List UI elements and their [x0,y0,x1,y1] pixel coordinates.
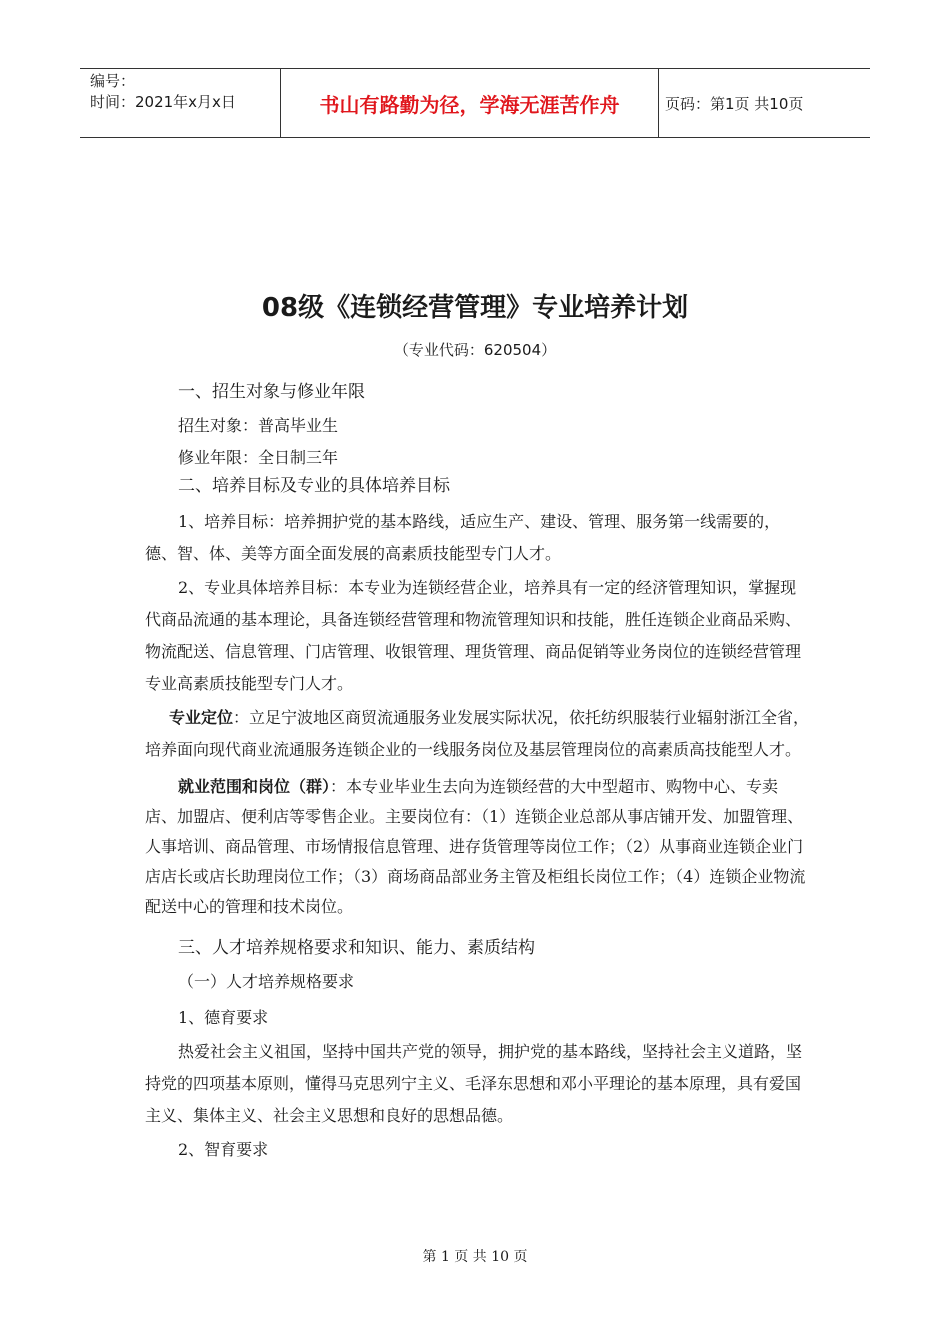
section-2-heading: 二、培养目标及专业的具体培养目标 [178,476,450,496]
page-footer: 第 1 页 共 10 页 [422,1249,528,1265]
employment-label: 就业范围和岗位（群） [178,777,331,796]
positioning-text: ：立足宁波地区商贸流通服务业发展实际状况，依托纺织服装行业辐射浙江全省，培养面向现代商业流通服务连锁企业的一线服务岗位及基层管理岗位的高素质高技能型人才。 [145,708,810,759]
section-3-item-2: 2、智育要求 [178,1140,269,1159]
document-time-label: 时间：2021年x月x日 [90,93,236,111]
section-1-heading: 一、招生对象与修业年限 [178,382,365,402]
section-2-paragraph-1: 1、培养目标：培养拥护党的基本路线，适应生产、建设、管理、服务第一线需要的，德、智、体、美等方面全面发展的高素质技能型专门人才。 [145,512,781,563]
section-2-paragraph-2: 2、专业具体培养目标：本专业为连锁经营企业，培养具有一定的经济管理知识，掌握现代商品流通的基本理论，具备连锁经营管理和物流管理知识和技能，胜任连锁企业商品采购、物流配送、信息管理、门店管理、收银管理、理货管理、商品促销等业务岗位的连锁经营管理专业高素质技能型专门人才。 [145,578,802,693]
page-header [80,68,870,138]
document-number-label: 编号： [90,72,136,90]
document-subtitle: （专业代码：620504） [393,341,557,359]
section-3-subheading-1: （一）人才培养规格要求 [178,972,355,991]
section-3-paragraph-1: 热爱社会主义祖国，坚持中国共产党的领导，拥护党的基本路线，坚持社会主义道路，坚持党的四项基本原则，懂得马克思列宁主义、毛泽东思想和邓小平理论的基本原理，具有爱国主义、集体主义、社会主义思想和良好的思想品德。 [145,1042,803,1125]
positioning-label: 专业定位 [169,708,234,727]
section-1-line-1: 招生对象：普高毕业生 [178,416,339,435]
header-page-number: 页码：第1页 共10页 [665,94,804,113]
employment-text: ：本专业毕业生去向为连锁经营的大中型超市、购物中心、专卖店、加盟店、便利店等零售企业。主要岗位有：（1）连锁企业总部从事店铺开发、加盟管理、人事培训、商品管理、市场情报信息管理、进存货管理等岗位工作；（2）从事商业连锁企业门店店长或店长助理岗位工作；（3）商场商品部业务主管及柜组长岗位工作；（4）连锁企业物流配送中心的管理和技术岗位。 [145,777,806,916]
document-title: 08级《连锁经营管理》专业培养计划 [261,293,689,323]
section-1-line-2: 修业年限：全日制三年 [178,448,339,467]
section-2-paragraph-3 [145,702,810,766]
document-body [145,376,810,1166]
header-meta [80,69,281,137]
section-3-item-1: 1、德育要求 [178,1008,269,1027]
section-3-heading: 三、人才培养规格要求和知识、能力、素质结构 [178,938,535,958]
header-motto: 书山有路勤为径，学海无涯苦作舟 [281,69,659,137]
section-2-paragraph-4 [145,772,810,922]
